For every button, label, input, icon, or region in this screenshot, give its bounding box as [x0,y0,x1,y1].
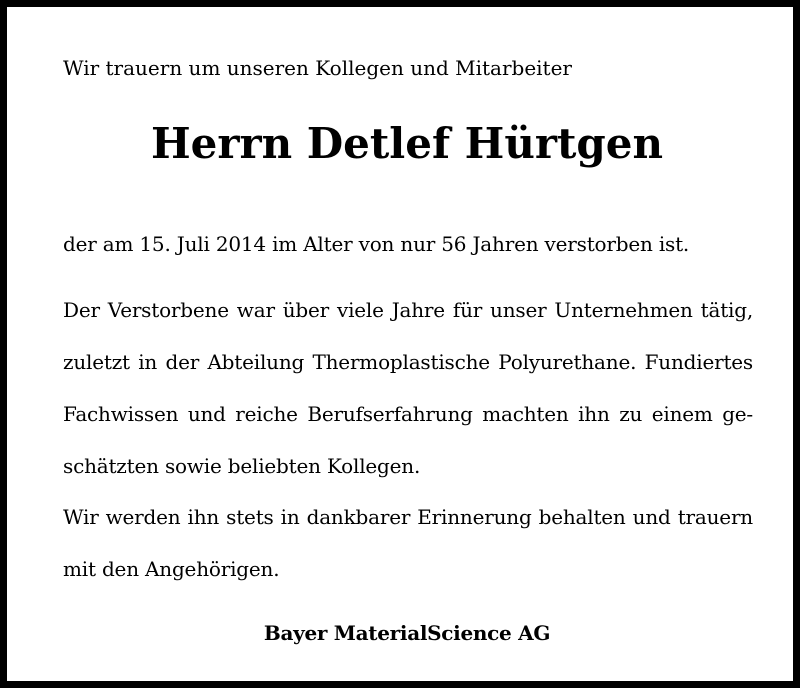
death-date-line: der am 15. Juli 2014 im Alter von nur 56 Jahren verstorben ist. [63,232,690,256]
closing-paragraph: Wir werden ihn stets in dankbarer Erinnerung behalten und trauern mit den Angehörigen. [63,505,753,581]
career-paragraph: Der Verstorbene war über viele Jahre für unser Unternehmen tätig, zuletzt in der Abteilung Thermoplastische Polyurethane. Fundiertes Fachwissen und reiche Berufserfahrung machten ihn zu einem ge-schätzten sowie beliebten Kollegen. [63,298,753,478]
company-signature: Bayer MaterialScience AG [263,621,551,645]
intro-line: Wir trauern um unseren Kollegen und Mitarbeiter [63,56,572,80]
deceased-name: Herrn Detlef Hürtgen [150,119,664,168]
